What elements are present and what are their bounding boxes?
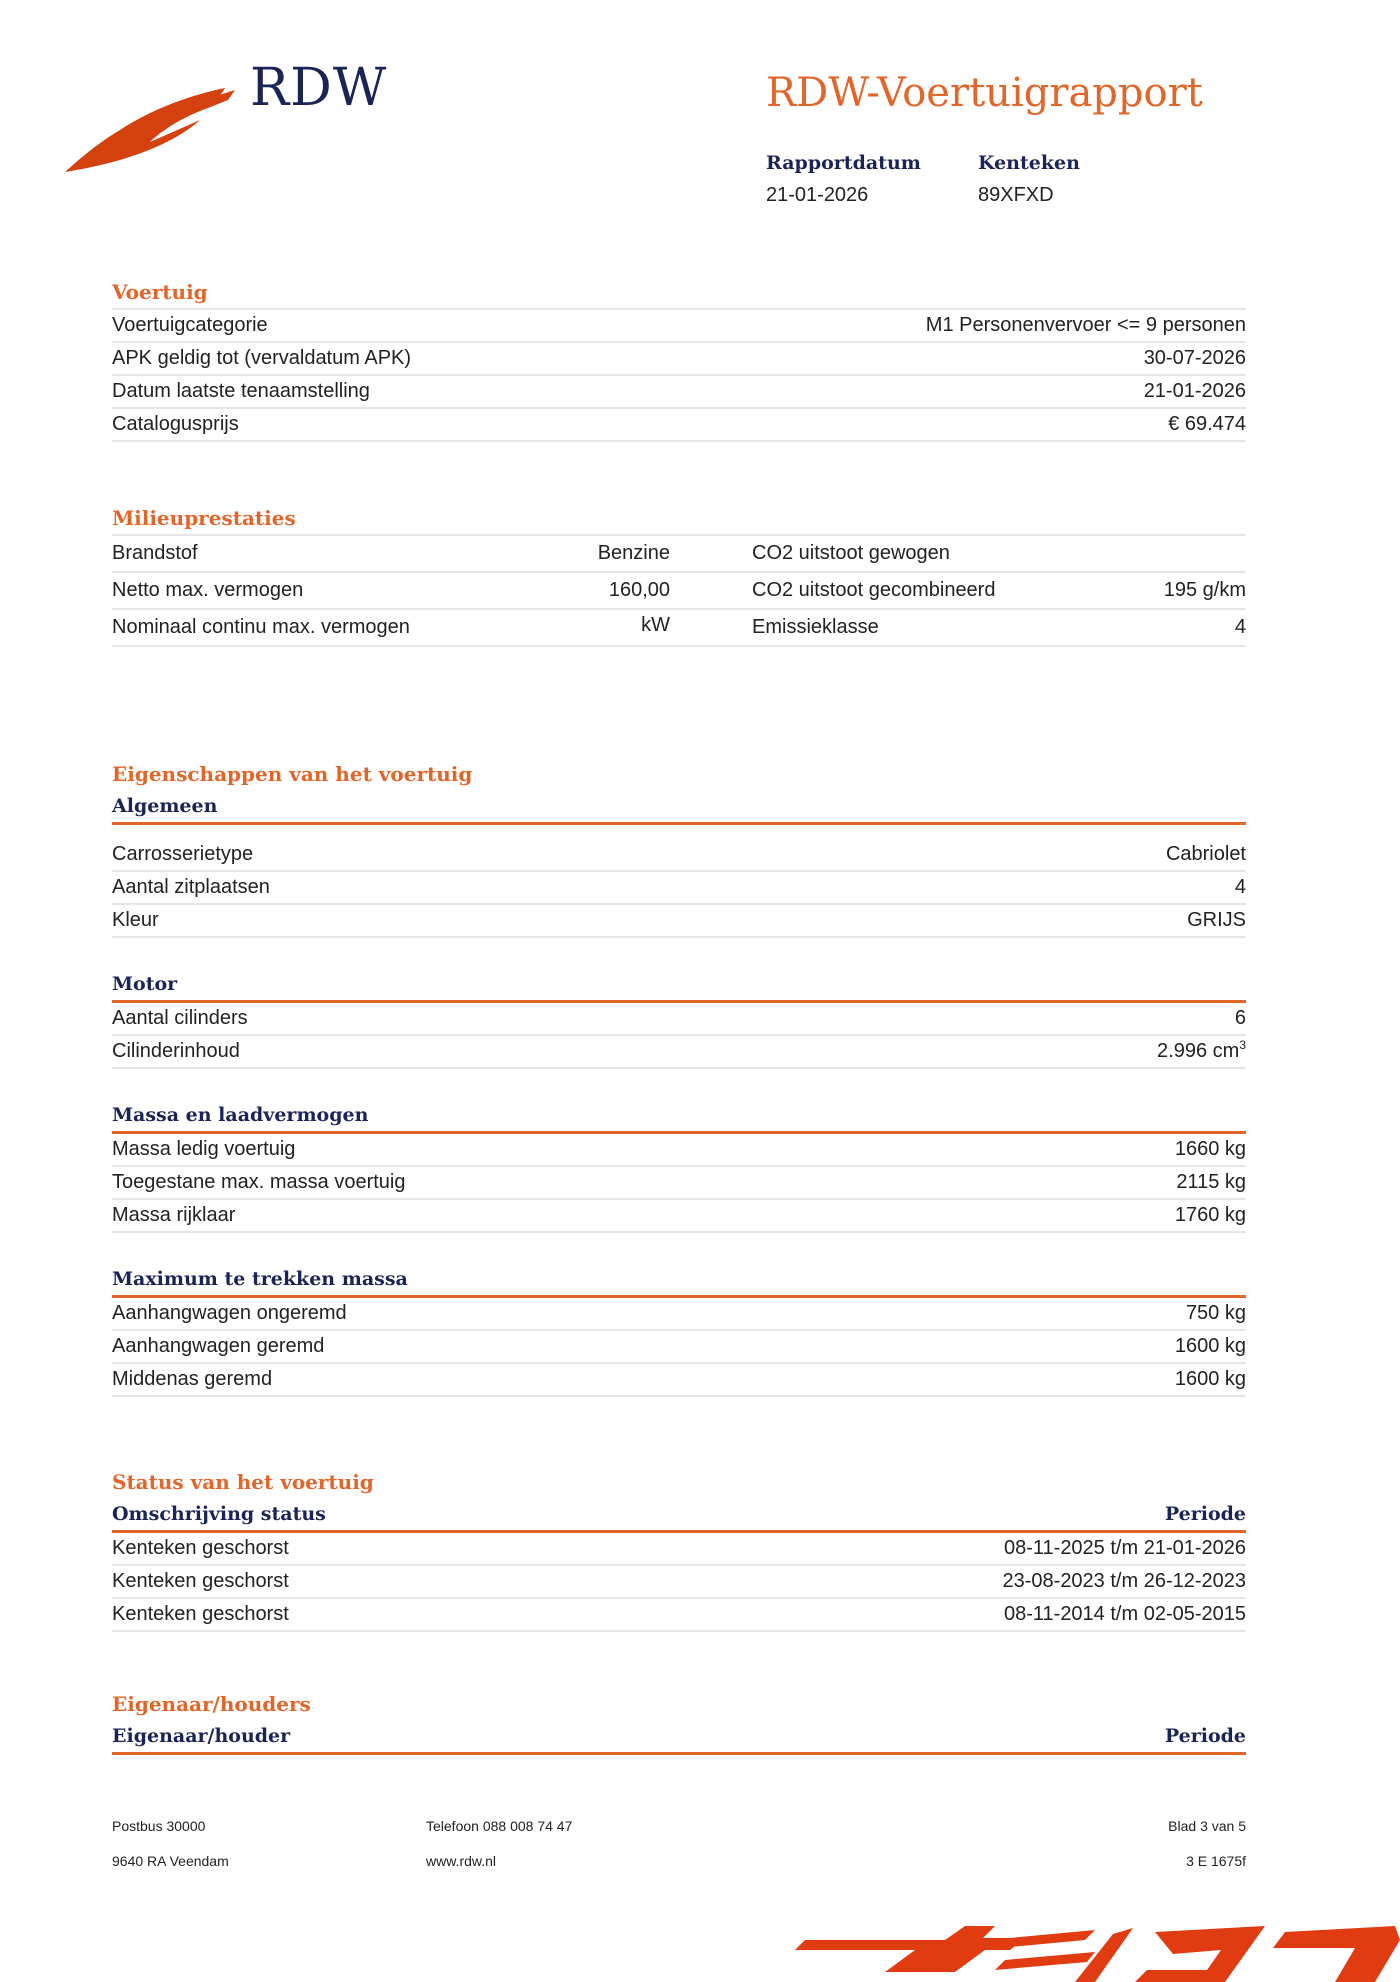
section-title: Milieuprestaties <box>112 506 296 530</box>
voertuig-section <box>112 276 1246 442</box>
eigenschappen-section <box>112 758 1246 1397</box>
table-row: Catalogusprijs € 69.474 <box>112 409 1246 442</box>
section-title: Eigenaar/houders <box>112 1692 311 1716</box>
table-row: Massa ledig voertuig 1660 kg <box>112 1134 1246 1167</box>
status-section <box>112 1466 1246 1632</box>
table-row: Aanhangwagen geremd 1600 kg <box>112 1331 1246 1364</box>
report-title: RDW-Voertuigrapport <box>766 70 1203 116</box>
table-row: APK geldig tot (vervaldatum APK) 30-07-2026 <box>112 343 1246 376</box>
table-row: Aanhangwagen ongeremd 750 kg <box>112 1298 1246 1331</box>
table-header: Eigenaar/houder Periode <box>112 1720 1246 1755</box>
table-row: Carrosserietype Cabriolet <box>112 839 1246 872</box>
section-title: Eigenschappen van het voertuig <box>112 762 473 786</box>
table-row: Kleur GRIJS <box>112 905 1246 938</box>
table-row: Cilinderinhoud 2.996 $cm^3$ <box>112 1036 1246 1069</box>
table-row: Kenteken geschorst 23-08-2023 t/m 26-12-2023 <box>112 1566 1246 1599</box>
subsection-title: Algemeen <box>112 790 1246 825</box>
table-row: Voertuigcategorie M1 Personenvervoer <= 9 personen <box>112 308 1246 343</box>
table-row: Toegestane max. massa voertuig 2115 kg <box>112 1167 1246 1200</box>
section-title: Status van het voertuig <box>112 1470 374 1494</box>
table-row: Aantal cilinders 6 <box>112 1003 1246 1036</box>
footer-blad: Blad 3 van 5 <box>1168 1818 1246 1834</box>
table-row: Middenas geremd 1600 kg <box>112 1364 1246 1397</box>
rdw-stripes-icon <box>795 1920 1400 1982</box>
subsection-title: Maximum te trekken massa <box>112 1263 1246 1298</box>
kenteken-label: Kenteken <box>978 152 1080 174</box>
table-row: Kenteken geschorst 08-11-2014 t/m 02-05-2015 <box>112 1599 1246 1632</box>
rapportdatum-block <box>766 152 921 207</box>
subsection-title: Massa en laadvermogen <box>112 1099 1246 1134</box>
kenteken-value: 89XFXD <box>978 184 1054 206</box>
table-row: Kenteken geschorst 08-11-2025 t/m 21-01-2026 <box>112 1533 1246 1566</box>
footer-website: www.rdw.nl <box>426 1853 497 1869</box>
subsection-title: Motor <box>112 968 1246 1003</box>
eigenaar-section <box>112 1688 1246 1755</box>
table-row: Datum laatste tenaamstelling 21-01-2026 <box>112 376 1246 409</box>
footer-postbus: Postbus 30000 <box>112 1818 206 1834</box>
footer-telefoon: Telefoon 088 008 74 47 <box>426 1818 573 1834</box>
logo-text: RDW <box>250 58 388 118</box>
footer-code: 3 E 1675f <box>1186 1853 1246 1869</box>
milieu-grid: Brandstof Benzine CO2 uitstoot gewogen Netto max. vermogen 160,00 kW CO2 uitstoot gecombineerd 195 g/km Nominaal continu max. vermogen Emissieklasse 4 <box>112 534 1246 647</box>
table-row: Massa rijklaar 1760 kg <box>112 1200 1246 1233</box>
table-header: Omschrijving status Periode <box>112 1498 1246 1533</box>
rapportdatum-value: 21-01-2026 <box>766 184 869 206</box>
footer-plaats: 9640 RA Veendam <box>112 1853 229 1869</box>
table-row: Aantal zitplaatsen 4 <box>112 872 1246 905</box>
milieu-section <box>112 502 1246 647</box>
rapportdatum-label: Rapportdatum <box>766 152 921 174</box>
kenteken-block <box>978 152 1080 207</box>
section-title: Voertuig <box>112 280 208 304</box>
